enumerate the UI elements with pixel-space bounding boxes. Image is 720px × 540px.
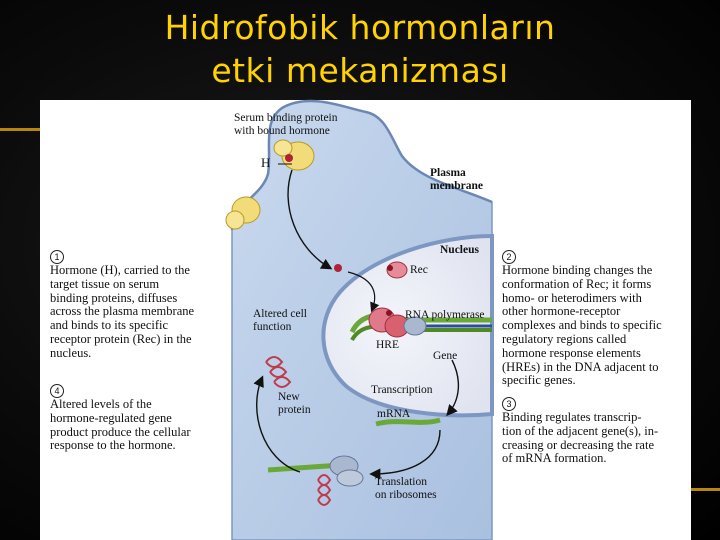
step-2-text: Hormone binding changes the conformation of Rec; it forms homo- or heterodimers with other hormone-receptor complexes and binds to specific regulatory regions called hormone response elements (HREs) in the DNA adjacent to specific genes. (502, 263, 662, 388)
title-line-2: etki mekanizması (211, 51, 509, 90)
step-4-text: Altered levels of the hormone-regulated gene product produce the cellular response to the hormone. (50, 397, 191, 453)
label-nucleus: Nucleus (440, 244, 479, 256)
step-3 (502, 397, 687, 466)
step-3-text: Binding regulates transcrip- tion of the adjacent gene(s), in- creasing or decreasing the rate of mRNA formation. (502, 410, 659, 466)
step-number-3: 3 (502, 397, 516, 411)
mrna-strand (376, 420, 440, 424)
label-rec: Rec (410, 264, 428, 276)
label-new-protein: New protein (278, 391, 311, 416)
step-1 (50, 250, 225, 361)
label-serum-binding: Serum binding protein with bound hormone (234, 112, 338, 137)
label-mrna: mRNA (377, 408, 411, 420)
title-line-1: Hidrofobik hormonların (164, 8, 556, 47)
label-translation: Translation on ribosomes (375, 476, 437, 501)
hormone-molecule (334, 264, 342, 272)
label-gene: Gene (433, 350, 458, 362)
label-rna-polymerase: RNA polymerase (405, 309, 485, 321)
step-number-4: 4 (50, 384, 64, 398)
receptor-rec (387, 262, 407, 278)
label-plasma-membrane: Plasma membrane (430, 167, 484, 192)
step-1-text: Hormone (H), carried to the target tissue on serum binding proteins, diffuses across the plasma membrane and binds to its specific receptor protein (Rec) in the nucleus. (50, 263, 195, 360)
step-number-1: 1 (50, 250, 64, 264)
label-transcription: Transcription (371, 384, 433, 396)
label-hre: HRE (376, 339, 399, 351)
label-altered-cell-function: Altered cell function (253, 308, 307, 333)
step-4 (50, 384, 225, 453)
step-2 (502, 250, 687, 388)
label-h: H (261, 155, 271, 170)
step-number-2: 2 (502, 250, 516, 264)
